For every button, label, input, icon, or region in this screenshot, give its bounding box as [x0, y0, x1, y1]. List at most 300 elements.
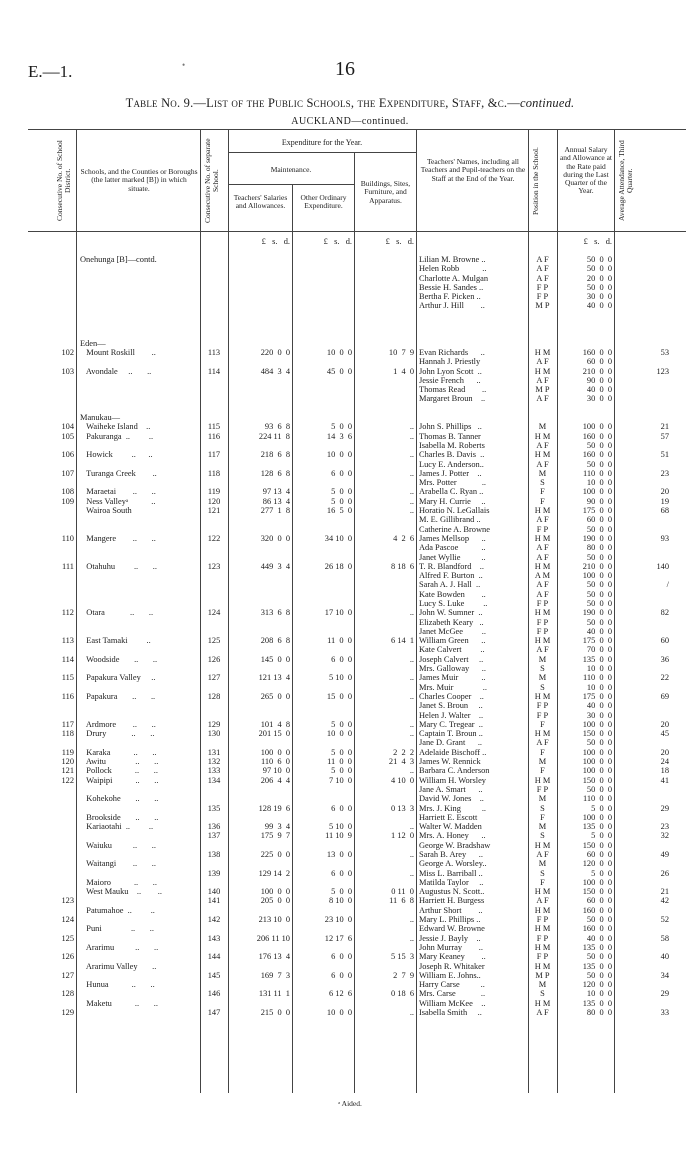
sal-cell	[232, 590, 290, 599]
ann-cell: 30 0 0	[586, 394, 612, 404]
no-cell: 118	[207, 468, 221, 478]
header-school-no: Consecutive No. of separate School.	[203, 138, 220, 224]
column-school-no	[202, 255, 226, 1027]
pos-cell: S	[540, 664, 545, 674]
att-cell	[616, 301, 669, 310]
no-cell	[202, 320, 226, 329]
bld-cell	[356, 329, 414, 338]
bld-cell	[356, 924, 414, 933]
ann-cell: 30 0 0	[586, 710, 612, 720]
tch-cell: William Green ..	[419, 636, 486, 646]
column-teachers	[419, 255, 527, 1017]
dist-cell	[30, 320, 74, 329]
dist-cell	[30, 357, 74, 366]
oth-cell	[294, 711, 352, 720]
oth-cell	[294, 525, 352, 534]
sch-cell	[80, 571, 198, 580]
pos-cell: F	[540, 877, 545, 887]
bld-cell: ..	[409, 450, 414, 460]
sch-cell	[80, 320, 198, 329]
sch-cell	[80, 301, 198, 310]
tch-cell: John Lyon Scott ..	[419, 366, 482, 376]
pos-cell: A F	[536, 357, 549, 367]
tch-cell: Miss L. Barriball ..	[419, 868, 483, 878]
sch-cell	[80, 599, 198, 608]
oth-cell	[294, 329, 352, 338]
bld-cell: 21 4 3	[388, 757, 414, 767]
bld-cell	[356, 618, 414, 627]
bld-cell	[356, 599, 414, 608]
sal-cell	[232, 255, 290, 264]
att-cell	[616, 329, 669, 338]
tch-cell: T. R. Blandford ..	[419, 561, 484, 571]
bld-cell: ..	[409, 729, 414, 739]
tch-cell: John W. Sumner ..	[419, 608, 483, 618]
sal-cell	[232, 711, 290, 720]
bld-cell	[356, 311, 414, 320]
pos-cell: H M	[534, 608, 551, 618]
ann-cell: 100 0 0	[582, 571, 612, 581]
ann-cell: 100 0 0	[582, 766, 612, 776]
sal-cell	[232, 329, 290, 338]
pos-cell: S	[540, 831, 545, 841]
sch-cell	[80, 896, 198, 905]
att-cell	[616, 999, 669, 1008]
oth-cell	[294, 292, 352, 301]
pos-cell: S	[540, 682, 545, 692]
header-attendance: Average Attendance, Third Quarter.	[617, 140, 634, 222]
sch-cell	[80, 376, 198, 385]
tch-cell: Horatio N. LeGallais	[419, 506, 490, 516]
ann-cell: 110 0 0	[582, 673, 612, 683]
sal-cell: 224 11 8	[258, 431, 290, 441]
sch-cell	[80, 618, 198, 627]
oth-cell	[294, 515, 352, 524]
unit-salaries: £ s. d.	[261, 237, 290, 246]
bld-cell: 4 10 0	[390, 775, 414, 785]
bld-cell	[356, 320, 414, 329]
att-cell	[616, 645, 669, 654]
oth-cell: 5 0 0	[331, 487, 352, 497]
dist-cell	[30, 580, 74, 589]
no-cell: 120	[207, 496, 221, 506]
tch-cell: Mary H. Currie ..	[419, 496, 486, 506]
tch-cell: M. E. Gillibrand ..	[419, 515, 481, 525]
column-other	[294, 255, 352, 1027]
table-title	[0, 96, 700, 111]
dist-cell	[30, 794, 74, 803]
att-cell	[616, 1017, 669, 1026]
ann-cell: 100 0 0	[582, 719, 612, 729]
dist-cell: 114	[61, 654, 74, 664]
dist-cell	[30, 924, 74, 933]
no-cell: 136	[207, 822, 221, 832]
no-cell: 147	[207, 1008, 221, 1018]
bld-cell	[356, 580, 414, 589]
sal-cell: 93 6 8	[264, 422, 290, 432]
tch-cell: Charles Cooper ..	[419, 691, 484, 701]
oth-cell: 5 0 0	[331, 719, 352, 729]
dist-cell: 128	[61, 989, 74, 999]
ann-cell: 160 0 0	[582, 450, 612, 460]
unit-salary: £ s. d.	[583, 237, 612, 246]
header-school: Schools, and the Counties or Boroughs (the latter marked [B]) in which situate.	[80, 167, 198, 193]
sal-cell: 97 13 4	[262, 487, 290, 497]
att-cell	[616, 701, 669, 710]
pos-cell: A F	[536, 394, 549, 404]
oth-cell	[294, 441, 352, 450]
tch-cell: Ada Pascoe ..	[419, 543, 486, 553]
oth-cell: 17 10 0	[324, 608, 352, 618]
sal-cell: 99 3 4	[264, 822, 290, 832]
att-cell	[616, 394, 669, 403]
bld-cell: 5 15 3	[390, 952, 414, 962]
tch-cell: Isabella M. Roberts	[419, 440, 485, 450]
ann-cell: 80 0 0	[586, 543, 612, 553]
no-cell: 122	[207, 533, 221, 543]
oth-cell: 5 10 0	[328, 673, 352, 683]
no-cell	[202, 785, 226, 794]
oth-cell	[294, 943, 352, 952]
ann-cell: 50 0 0	[586, 264, 612, 274]
bld-cell	[356, 543, 414, 552]
sch-cell	[80, 989, 198, 998]
tch-cell: Mrs. Muir ..	[419, 682, 487, 692]
sal-cell: 128 6 8	[260, 468, 290, 478]
sal-cell	[232, 515, 290, 524]
no-cell: 135	[207, 803, 221, 813]
att-cell	[616, 478, 669, 487]
bld-cell	[356, 1017, 414, 1026]
att-cell: 29	[660, 803, 669, 813]
pos-cell: A F	[536, 543, 549, 553]
dist-cell	[30, 264, 74, 273]
att-cell	[616, 311, 669, 320]
att-cell	[616, 385, 669, 394]
ann-cell: 5 0 0	[591, 831, 612, 841]
bld-cell: ..	[409, 822, 414, 832]
oth-cell	[294, 385, 352, 394]
pos-cell: H M	[534, 506, 551, 516]
ann-cell: 40 0 0	[586, 626, 612, 636]
pos-cell: H M	[534, 942, 551, 952]
tch-cell: Mrs. Carse ..	[419, 989, 486, 999]
pos-cell	[529, 413, 556, 422]
oth-cell	[294, 618, 352, 627]
oth-cell: 45 0 0	[326, 366, 352, 376]
oth-cell	[294, 841, 352, 850]
oth-cell	[294, 683, 352, 692]
ann-cell: 80 0 0	[586, 1008, 612, 1018]
ann-cell	[558, 404, 612, 413]
pos-cell	[529, 339, 556, 348]
att-cell	[616, 292, 669, 301]
bld-cell: 1 12 0	[390, 831, 414, 841]
rule-expenditure	[228, 152, 416, 153]
att-cell	[616, 571, 669, 580]
oth-cell: 5 0 0	[331, 887, 352, 897]
bld-cell	[356, 441, 414, 450]
sch-cell	[80, 553, 198, 562]
sal-cell	[232, 794, 290, 803]
pos-cell: M	[538, 980, 547, 990]
att-cell: 21	[660, 422, 669, 432]
dist-cell: 105	[61, 431, 74, 441]
dist-cell	[30, 460, 74, 469]
bld-cell: 2 2 2	[393, 747, 414, 757]
att-cell: 42	[660, 896, 669, 906]
pos-cell: M	[538, 757, 547, 767]
tch-cell: Margaret Broun ..	[419, 394, 486, 404]
sal-cell: 121 13 4	[258, 673, 290, 683]
dist-cell	[30, 878, 74, 887]
dist-cell	[30, 394, 74, 403]
bld-cell	[356, 478, 414, 487]
no-cell	[202, 841, 226, 850]
att-cell: 68	[660, 506, 669, 516]
ann-cell: 135 0 0	[582, 942, 612, 952]
bld-cell	[356, 794, 414, 803]
sal-cell: 225 0 0	[260, 850, 290, 859]
no-cell: 116	[207, 431, 221, 441]
tch-cell: Janet S. Broun ..	[419, 701, 483, 711]
sal-cell: 100 0 0	[260, 887, 290, 897]
att-cell	[616, 283, 669, 292]
pos-cell: F P	[536, 282, 549, 292]
pos-cell: H M	[534, 347, 551, 357]
pos-cell: H M	[534, 924, 551, 934]
att-cell: 22	[660, 673, 669, 683]
no-cell: 143	[207, 933, 221, 943]
no-cell: 123	[207, 561, 221, 571]
oth-cell	[294, 785, 352, 794]
sch-cell	[80, 738, 198, 747]
oth-cell	[294, 1017, 352, 1026]
dist-cell	[30, 571, 74, 580]
dist-cell	[30, 869, 74, 878]
sal-cell	[232, 645, 290, 654]
dist-cell	[30, 311, 74, 320]
column-buildings	[356, 255, 414, 1027]
no-cell: 146	[207, 989, 221, 999]
oth-cell: 6 0 0	[331, 654, 352, 664]
dist-cell: 102	[61, 347, 74, 357]
tch-cell: Charles B. Davis ..	[419, 450, 485, 460]
tch-cell: Joseph R. Whitaker	[419, 961, 485, 971]
sch-cell	[80, 831, 198, 840]
sal-cell	[232, 962, 290, 971]
pos-cell: F P	[536, 626, 549, 636]
rule-header-bottom	[28, 231, 686, 232]
ann-cell	[558, 329, 612, 338]
sal-cell	[232, 292, 290, 301]
ann-cell: 60 0 0	[586, 357, 612, 367]
oth-cell: 26 18 0	[324, 561, 352, 571]
ann-cell: 50 0 0	[586, 282, 612, 292]
sal-cell	[232, 813, 290, 822]
tch-cell: Bessie H. Sandes ..	[419, 282, 484, 292]
tch-cell: James Muir ..	[419, 673, 486, 683]
sal-cell	[232, 924, 290, 933]
pos-cell: H M	[534, 729, 551, 739]
bld-cell	[356, 841, 414, 850]
unit-buildings: £ s. d.	[385, 237, 414, 246]
tch-cell: Janet Wyllie ..	[419, 552, 486, 562]
dist-cell: 122	[61, 775, 74, 785]
att-cell	[616, 664, 669, 673]
sch-cell: Awitu .. ..	[80, 757, 159, 767]
oth-cell: 10 0 0	[326, 729, 352, 739]
sal-cell: 206 11 10	[256, 933, 290, 943]
sal-cell: 215 0 0	[260, 1008, 290, 1018]
ann-cell: 50 0 0	[586, 524, 612, 534]
bld-cell	[356, 906, 414, 915]
table-body	[0, 237, 700, 1093]
oth-cell	[294, 311, 352, 320]
ann-cell: 100 0 0	[582, 487, 612, 497]
sal-cell	[232, 301, 290, 310]
sal-cell: 265 0 0	[260, 691, 290, 701]
sal-cell	[232, 394, 290, 403]
bld-cell: ..	[409, 1008, 414, 1018]
pos-cell: F P	[536, 933, 549, 943]
page-number: 16	[335, 58, 355, 80]
no-cell	[202, 283, 226, 292]
ann-cell: 160 0 0	[582, 347, 612, 357]
footnote: ᵃ Aided.	[338, 1099, 362, 1108]
no-cell: 139	[207, 868, 221, 878]
no-cell: 130	[207, 729, 221, 739]
tch-cell: Alfred F. Burton ..	[419, 571, 483, 581]
ann-cell	[558, 311, 612, 320]
oth-cell	[294, 794, 352, 803]
att-cell	[616, 590, 669, 599]
oth-cell	[294, 376, 352, 385]
tch-cell: John Murray ..	[419, 942, 483, 952]
pos-cell: H M	[534, 840, 551, 850]
sch-cell: Manukau—	[80, 413, 121, 423]
no-cell	[202, 311, 226, 320]
oth-cell	[294, 543, 352, 552]
tch-cell: Helen J. Walter ..	[419, 710, 484, 720]
oth-cell	[294, 357, 352, 366]
bld-cell	[356, 376, 414, 385]
dist-cell	[30, 404, 74, 413]
tch-cell: Kate Bowden ..	[419, 589, 486, 599]
ann-cell: 50 0 0	[586, 598, 612, 608]
sch-cell: Maketu .. ..	[80, 998, 158, 1008]
oth-cell	[294, 859, 352, 868]
tch-cell: Mrs. A. Honey ..	[419, 831, 486, 841]
sal-cell: 213 10 0	[258, 915, 290, 925]
pos-cell: H M	[534, 450, 551, 460]
no-cell	[202, 478, 226, 487]
bld-cell	[356, 590, 414, 599]
bld-cell: ..	[409, 422, 414, 432]
ann-cell: 190 0 0	[582, 533, 612, 543]
pos-cell: F P	[536, 701, 549, 711]
sch-cell: Waitangi .. ..	[80, 859, 156, 869]
sal-cell	[232, 478, 290, 487]
no-cell	[202, 339, 226, 348]
sch-cell: Papakura .. ..	[80, 691, 156, 701]
bld-cell	[356, 460, 414, 469]
title-prefix: Table No. 9.	[125, 96, 194, 110]
att-cell	[616, 413, 669, 422]
ann-cell: 110 0 0	[582, 468, 612, 478]
ann-cell: 50 0 0	[586, 617, 612, 627]
att-cell	[616, 599, 669, 608]
pos-cell: A F	[536, 552, 549, 562]
pos-cell	[529, 320, 556, 329]
dist-cell	[30, 274, 74, 283]
ann-cell	[558, 320, 612, 329]
sal-cell	[232, 580, 290, 589]
sch-cell: Otara .. ..	[80, 608, 154, 618]
dist-cell	[30, 553, 74, 562]
table-subtitle: AUCKLAND—continued.	[291, 116, 409, 127]
sch-cell	[80, 804, 198, 813]
no-cell	[202, 924, 226, 933]
dist-cell	[30, 441, 74, 450]
oth-cell	[294, 264, 352, 273]
oth-cell	[294, 478, 352, 487]
bld-cell	[356, 292, 414, 301]
oth-cell	[294, 813, 352, 822]
ann-cell: 40 0 0	[586, 701, 612, 711]
pos-cell: F	[540, 496, 545, 506]
oth-cell	[294, 738, 352, 747]
ann-cell	[558, 413, 612, 422]
att-cell	[616, 618, 669, 627]
no-cell	[202, 590, 226, 599]
dist-cell	[30, 887, 74, 896]
sch-cell: Otahuhu .. ..	[80, 561, 157, 571]
no-cell	[202, 1017, 226, 1026]
bld-cell: ..	[409, 496, 414, 506]
pos-cell: F P	[536, 784, 549, 794]
tch-cell: Adelaide Bischoff ..	[419, 747, 487, 757]
dist-cell: 124	[61, 915, 74, 925]
ann-cell: 5 0 0	[591, 803, 612, 813]
dist-cell: 116	[61, 691, 74, 701]
bld-cell	[356, 255, 414, 264]
sal-cell: 86 13 4	[262, 496, 290, 506]
ann-cell: 5 0 0	[591, 868, 612, 878]
tch-cell: Hannah J. Priestly	[419, 357, 481, 367]
bld-cell: 0 11 0	[391, 887, 414, 897]
att-cell: 53	[660, 347, 669, 357]
bld-cell	[356, 385, 414, 394]
tch-cell: Arabella C. Ryan ..	[419, 487, 484, 497]
ann-cell: 50 0 0	[586, 459, 612, 469]
ann-cell: 210 0 0	[582, 561, 612, 571]
att-cell	[616, 515, 669, 524]
dist-cell	[30, 525, 74, 534]
tch-cell: Janet McGee ..	[419, 626, 486, 636]
bld-cell: ..	[409, 487, 414, 497]
pos-cell: M P	[535, 301, 550, 311]
att-cell: 93	[660, 533, 669, 543]
unit-other: £ s. d.	[323, 237, 352, 246]
sch-cell: Wairoa South	[80, 506, 132, 516]
tch-cell: Augustus N. Scott..	[419, 887, 485, 897]
sch-cell: Patumahoe .. ..	[80, 905, 155, 915]
oth-cell: 8 10 0	[328, 896, 352, 906]
no-cell: 141	[207, 896, 221, 906]
page-mark: •	[182, 60, 186, 70]
sch-cell: Pollock .. ..	[80, 766, 158, 776]
